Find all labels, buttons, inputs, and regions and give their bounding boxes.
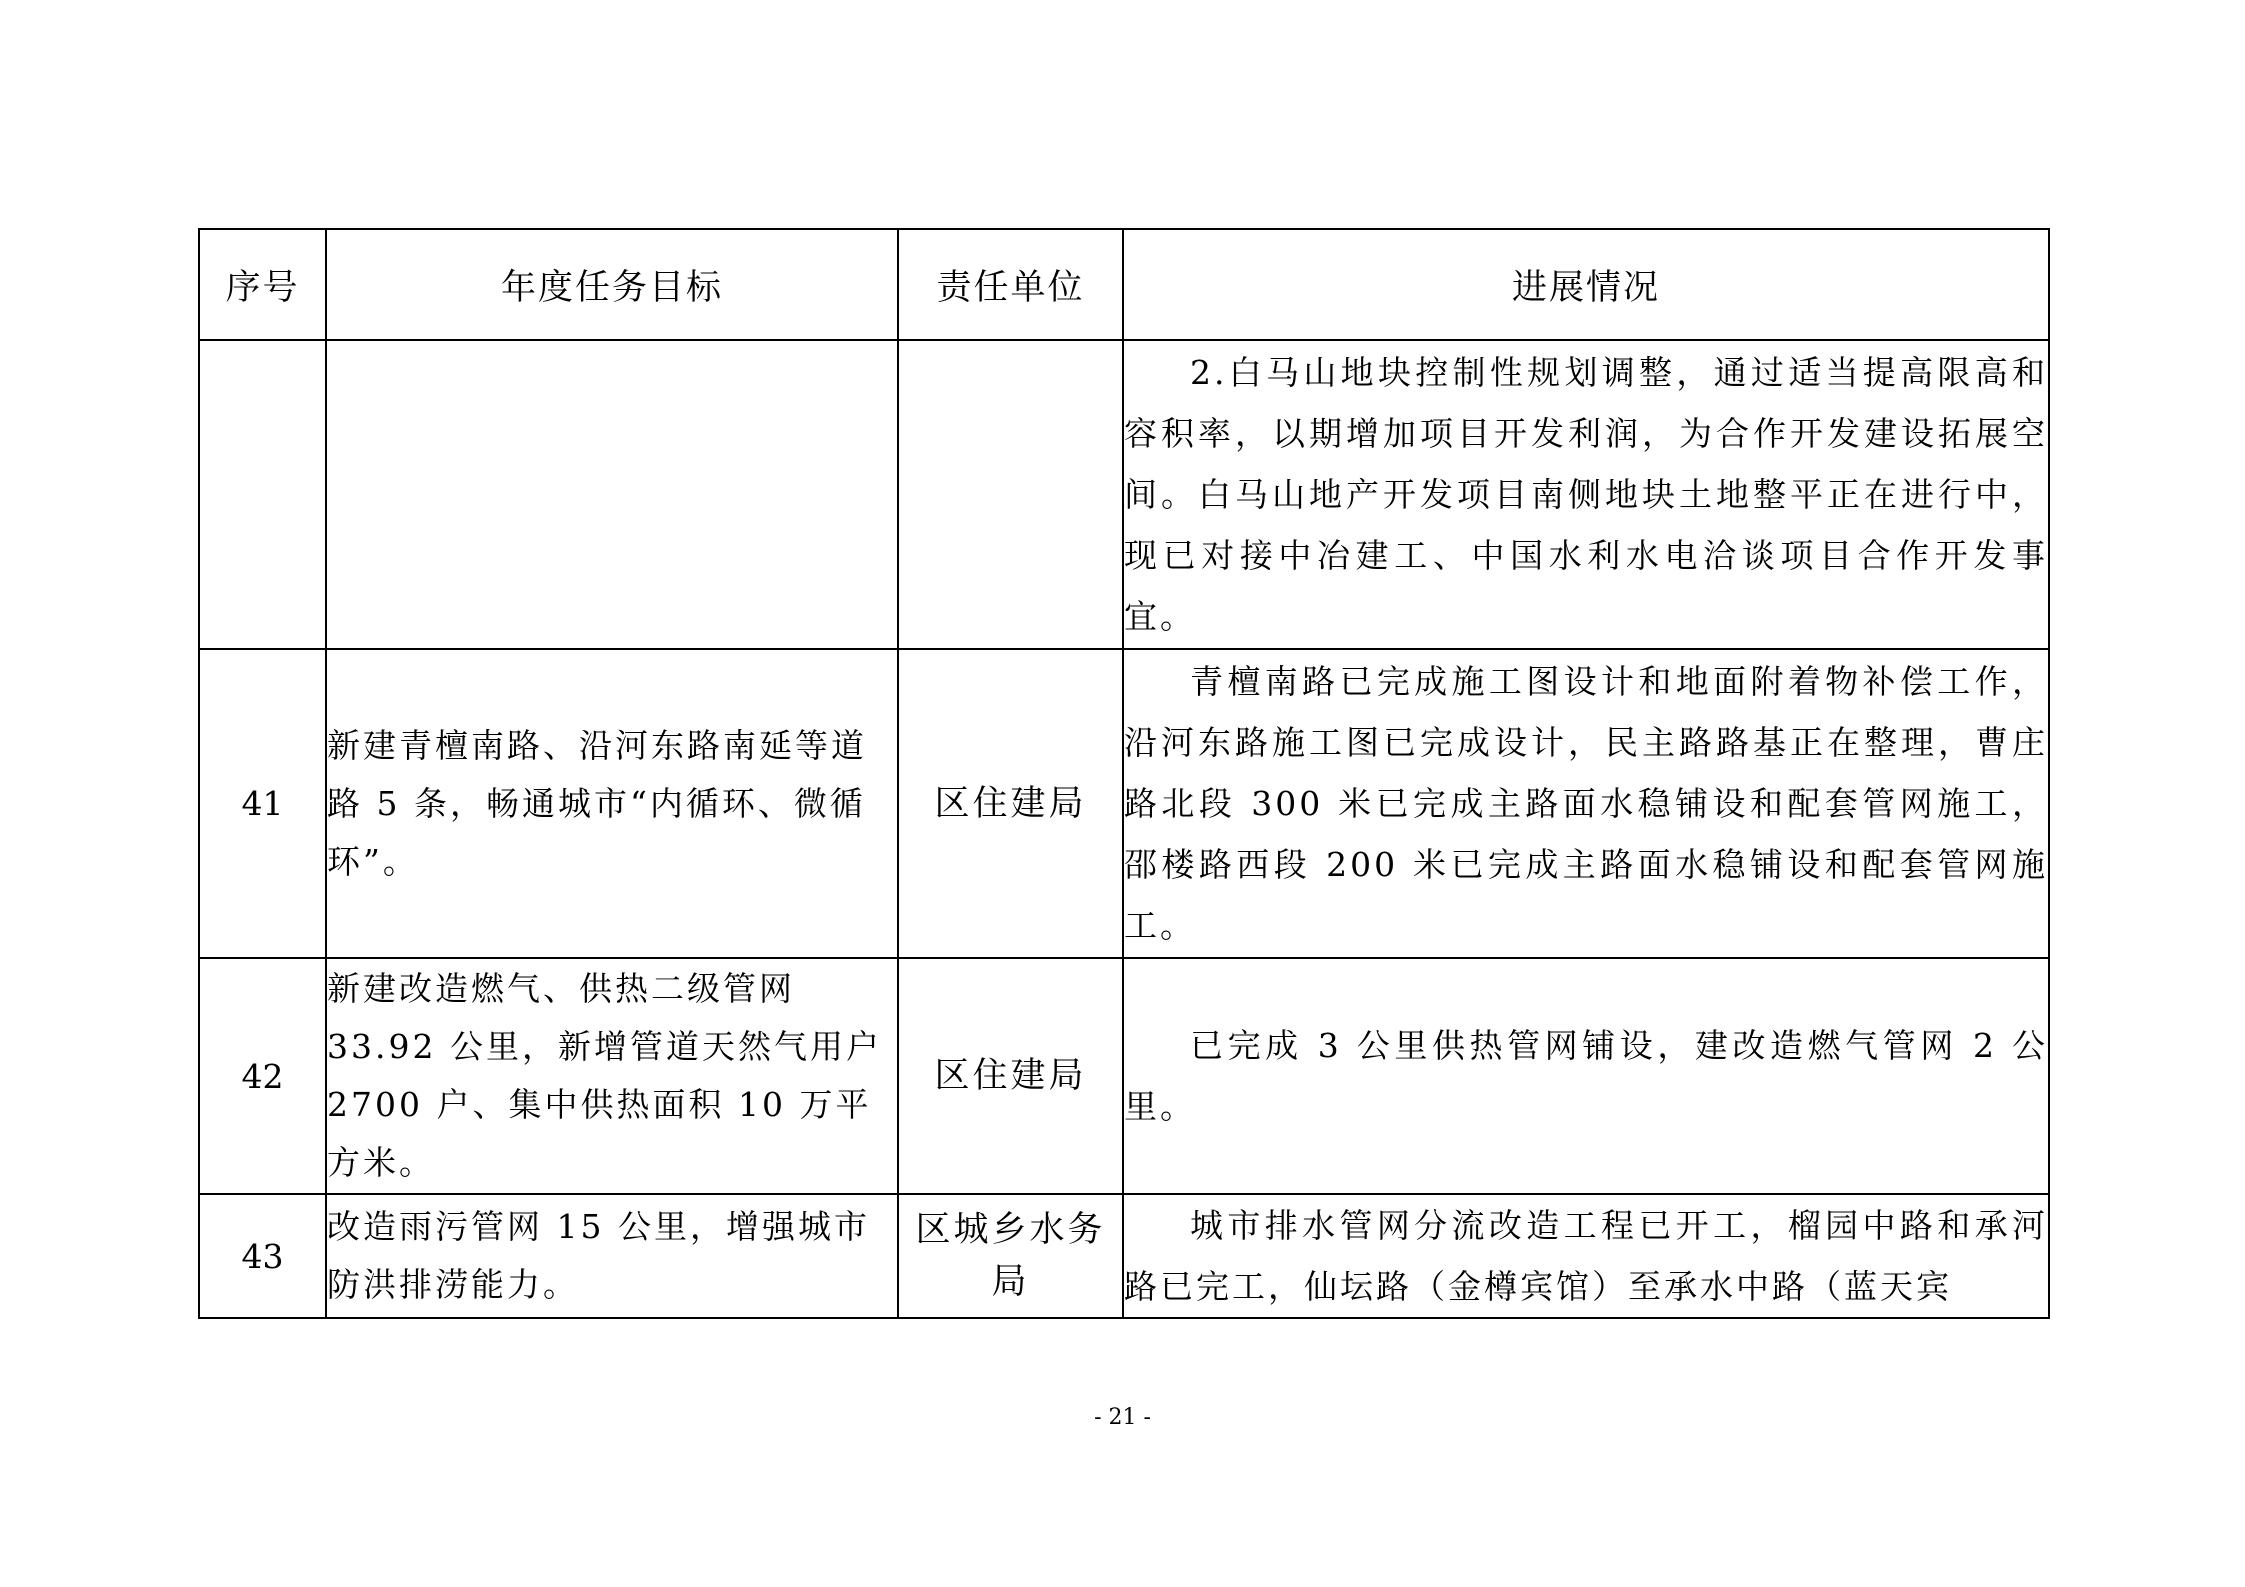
row-progress-text: 已完成 3 公里供热管网铺设，建改造燃气管网 2 公里。 [1124,1026,2048,1126]
row-number: 42 [199,958,326,1194]
row-progress-text: 2.白马山地块控制性规划调整，通过适当提高限高和容积率，以期增加项目开发利润，为合作开发建设拓展空间。白马山地产开发项目南侧地块土地整平正在进行中，现已对接中冶建工、中国水利水电洽谈项目合作开发事宜。 [1124,353,2048,636]
header-progress: 进展情况 [1123,229,2049,340]
table-row [199,649,2049,958]
row-unit: 区城乡水务局 [898,1194,1123,1318]
row-progress [1123,340,2049,649]
row-number [199,340,326,649]
page-number: - 21 - [1094,1405,1151,1430]
progress-table [198,228,2050,1319]
row-progress [1123,1194,2049,1318]
row-target: 新建改造燃气、供热二级管网 33.92 公里，新增管道天然气用户 2700 户、集中供热面积 10 万平方米。 [326,958,898,1194]
row-number: 43 [199,1194,326,1318]
row-target [326,340,898,649]
row-unit: 区住建局 [898,958,1123,1194]
table-row [199,340,2049,649]
row-progress-text: 青檀南路已完成施工图设计和地面附着物补偿工作，沿河东路施工图已完成设计，民主路路基正在整理，曹庄路北段 300 米已完成主路面水稳铺设和配套管网施工，邵楼路西段 200 米已完成主路面水稳铺设和配套管网施工。 [1124,662,2048,945]
table-row [199,1194,2049,1318]
row-unit [898,340,1123,649]
header-target: 年度任务目标 [326,229,898,340]
row-target: 改造雨污管网 15 公里，增强城市防洪排涝能力。 [326,1194,898,1318]
header-unit: 责任单位 [898,229,1123,340]
table-row [199,958,2049,1194]
header-no: 序号 [199,229,326,340]
row-target: 新建青檀南路、沿河东路南延等道路 5 条，畅通城市“内循环、微循环”。 [326,649,898,958]
row-unit: 区住建局 [898,649,1123,958]
row-progress [1123,649,2049,958]
table-header-row [199,229,2049,340]
row-progress-text: 城市排水管网分流改造工程已开工，榴园中路和承河路已完工，仙坛路（金樽宾馆）至承水中路（蓝天宾 [1124,1206,2048,1306]
row-progress [1123,958,2049,1194]
row-number: 41 [199,649,326,958]
